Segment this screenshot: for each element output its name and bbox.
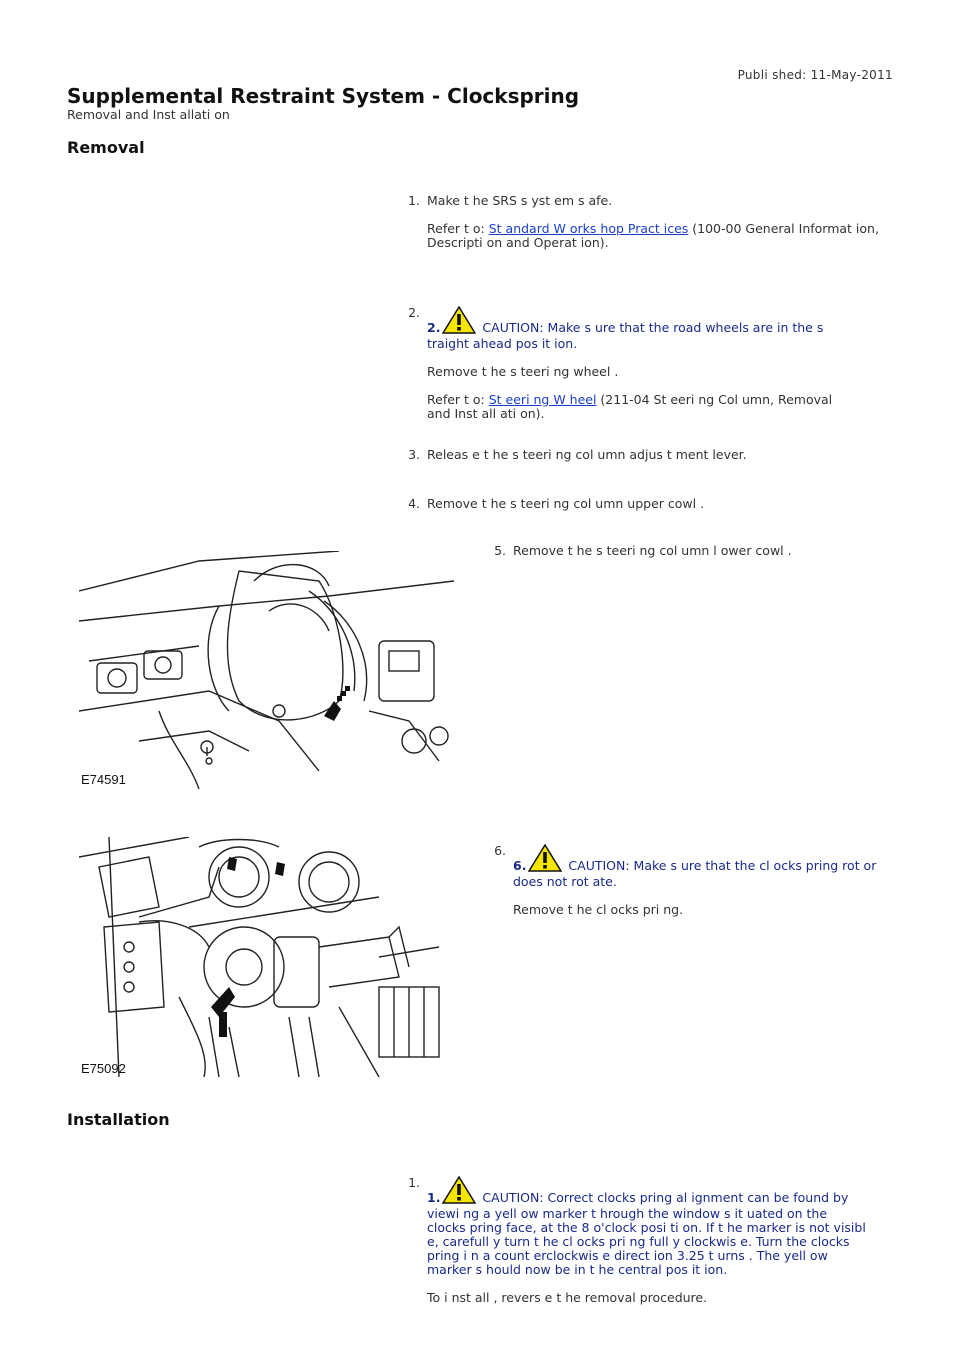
step-reference: Refer t o: St andard W orks hop Pract ices (100-00 General Informat ion, Descripti on and Operat ion). bbox=[427, 221, 879, 250]
figure-steering-column-lower-cowl bbox=[79, 551, 454, 789]
section-heading-removal: Removal bbox=[67, 138, 145, 157]
figure-label: E75092 bbox=[81, 1061, 126, 1076]
step-text: Remove t he cl ocks pri ng. bbox=[513, 902, 684, 917]
page-title: Supplemental Restraint System - Clockspring bbox=[67, 84, 580, 108]
step-number: 2. bbox=[408, 305, 420, 320]
removal-step-2 bbox=[408, 305, 857, 435]
figure-clockspring bbox=[79, 837, 454, 1077]
reference-link-standard-workshop-practices[interactable]: St andard W orks hop Pract ices bbox=[488, 221, 689, 236]
removal-step-4 bbox=[408, 496, 897, 525]
removal-step-6 bbox=[494, 843, 888, 931]
removal-step-1 bbox=[408, 193, 897, 264]
step-text: Remove t he s teeri ng col umn l ower cowl . bbox=[513, 543, 792, 558]
step-number: 4. bbox=[408, 496, 420, 511]
removal-step-3 bbox=[408, 447, 897, 476]
warning-triangle-icon bbox=[442, 306, 476, 337]
caution-note: 6. CAUTION: Make s ure that the cl ocks pring rot or does not rot ate. bbox=[513, 844, 888, 889]
warning-triangle-icon bbox=[442, 1176, 476, 1207]
step-number: 5. bbox=[494, 543, 506, 558]
removal-step-5 bbox=[494, 543, 893, 572]
installation-step-1 bbox=[408, 1175, 867, 1319]
step-text: Remove t he s teeri ng col umn upper cowl . bbox=[427, 496, 705, 511]
caution-note: 1. CAUTION: Correct clocks pring al ignment can be found by viewi ng a yell ow marker t hrough the window s it uated on the clocks pring face, at the 8 o'clock posi ti on. If t he marker is not visibl e, carefull y turn t he cl ocks pri ng full y clockwis e. Turn the clocks pring i n a count erclockwis e direct ion 3.25 t urns . The yell ow marker s hould now be in t he central pos it ion. bbox=[427, 1176, 867, 1277]
figure-label: E74591 bbox=[81, 772, 126, 787]
step-text: Releas e t he s teeri ng col umn adjus t ment lever. bbox=[427, 447, 747, 462]
section-heading-installation: Installation bbox=[67, 1110, 170, 1129]
step-number: 1. bbox=[408, 193, 420, 208]
published-date: Publi shed: 11-May-2011 bbox=[737, 68, 893, 82]
step-reference: Refer t o: St eeri ng W heel (211-04 St eeri ng Col umn, Removal and Inst all ati on). bbox=[427, 392, 833, 421]
step-number: 3. bbox=[408, 447, 420, 462]
step-text: Remove t he s teeri ng wheel . bbox=[427, 364, 619, 379]
caution-note: 2. CAUTION: Make s ure that the road wheels are in the s traight ahead pos it ion. bbox=[427, 306, 857, 351]
step-number: 6. bbox=[494, 843, 506, 858]
step-text: To i nst all , revers e t he removal procedure. bbox=[427, 1290, 708, 1305]
page-subtitle: Removal and Inst allati on bbox=[67, 107, 230, 122]
step-number: 1. bbox=[408, 1175, 420, 1190]
warning-triangle-icon bbox=[528, 844, 562, 875]
reference-link-steering-wheel[interactable]: St eeri ng W heel bbox=[488, 392, 597, 407]
step-text: Make t he SRS s yst em s afe. bbox=[427, 193, 613, 208]
